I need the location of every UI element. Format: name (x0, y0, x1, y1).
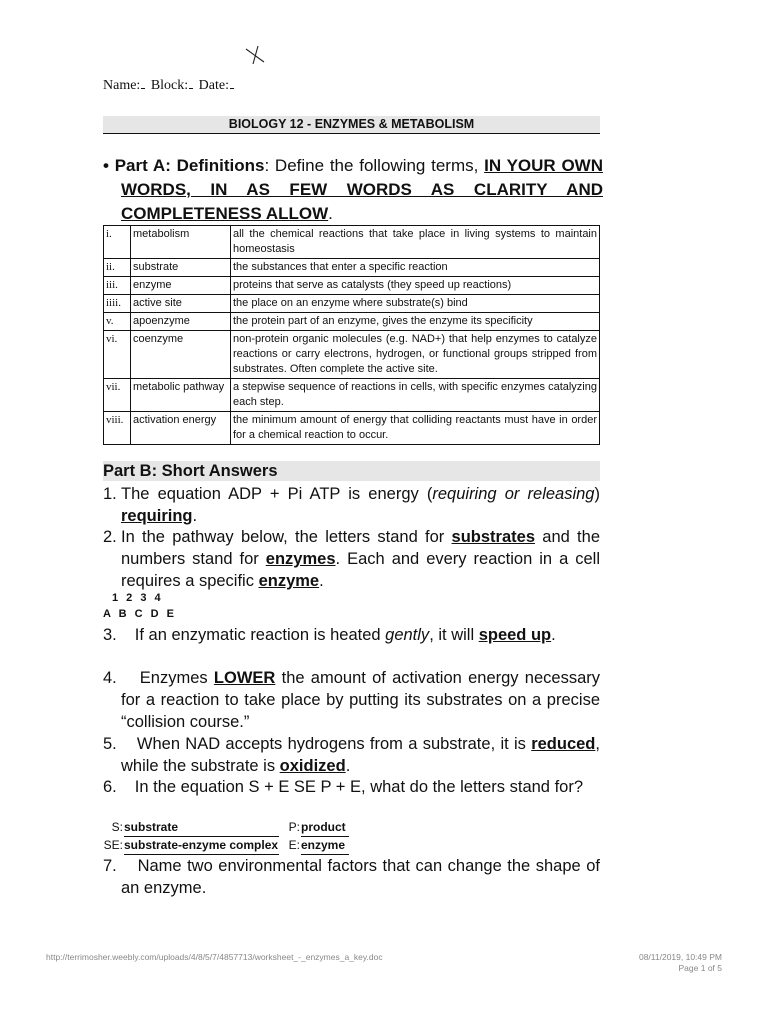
q1-options: requiring or releasing (432, 485, 595, 503)
definition-text: the protein part of an enzyme, gives the enzyme its specificity (231, 313, 600, 331)
question-3 (103, 624, 600, 646)
date-label: Date: (198, 78, 229, 93)
letter-answer: substrate (124, 818, 279, 837)
q2-answer-enzymes: enzymes (265, 550, 336, 568)
date-blank[interactable] (230, 76, 234, 89)
definition-number: vi. (104, 331, 131, 379)
q1-answer: requiring (121, 507, 193, 525)
q1-text: The equation ADP + Pi ATP is energy ( (121, 485, 433, 503)
q5-end: . (345, 757, 351, 775)
question-5 (103, 733, 600, 777)
q2-answer-enzyme: enzyme (258, 572, 320, 590)
handwritten-x-mark (244, 44, 266, 66)
q2-text-a: In the pathway below, the letters stand for (121, 528, 452, 546)
footer-url: http://terrimosher.weebly.com/uploads/4/8/5/7/4857713/worksheet_-_enzymes_a_key.doc (46, 952, 383, 962)
name-label: Name: (103, 78, 141, 93)
q3-text-b: , it will (429, 626, 479, 644)
footer-meta (639, 952, 722, 974)
definition-row (104, 259, 600, 277)
definition-text: proteins that serve as catalysts (they speed up reactions) (231, 277, 600, 295)
q3-gently: gently (385, 626, 430, 644)
question-number: 4. (103, 669, 117, 687)
definition-text: non-protein organic molecules (e.g. NAD+) that help enzymes to catalyze reactions or carry electrons, hydrogen, or functional groups stripped from substrates. Often complete the active site. (231, 331, 600, 379)
question-number: 6. (103, 778, 117, 796)
question-number: 5. (103, 735, 117, 753)
definition-term: activation energy (131, 412, 231, 445)
part-a-intro: : Define the following terms, (264, 156, 485, 175)
definition-term: metabolism (131, 226, 231, 259)
definition-text: the substances that enter a specific reaction (231, 259, 600, 277)
definition-row (104, 379, 600, 412)
q1-text-mid: ) (594, 485, 600, 503)
footer-page-number: Page 1 of 5 (678, 963, 722, 973)
definition-term: active site (131, 295, 231, 313)
definition-row (104, 331, 600, 379)
footer-datetime: 08/11/2019, 10:49 PM (638, 952, 722, 962)
definition-number: i. (104, 226, 131, 259)
q5-text-b: , while the substrate is (121, 735, 600, 775)
block-blank[interactable] (189, 76, 193, 89)
question-number: 7. (103, 857, 117, 875)
definition-number: vii. (104, 379, 131, 412)
pathway-enzyme-numbers: 1 2 3 4 (112, 592, 161, 604)
q5-text-a: When NAD accepts hydrogens from a substrate, it is (136, 735, 532, 753)
worksheet-title: BIOLOGY 12 - ENZYMES & METABOLISM (103, 116, 600, 134)
q2-end: . (319, 572, 324, 590)
definition-row (104, 412, 600, 445)
q1-end: . (192, 507, 198, 525)
part-a-end: . (328, 204, 333, 223)
student-info-line (103, 76, 236, 94)
letter-label: S: (111, 820, 123, 834)
definition-row (104, 277, 600, 295)
question-number: 1. (103, 485, 117, 503)
q2-answer-substrates: substrates (451, 528, 535, 546)
definition-row (104, 295, 600, 313)
block-label: Block: (150, 78, 189, 93)
definition-term: substrate (131, 259, 231, 277)
q6-text: In the equation S + E SE P + E, what do the letters stand for? (134, 778, 583, 796)
q4-text-a: Enzymes (139, 669, 214, 687)
definition-number: ii. (104, 259, 131, 277)
definition-number: viii. (104, 412, 131, 445)
question-number: 3. (103, 626, 117, 644)
q4-answer: LOWER (213, 669, 276, 687)
q3-answer: speed up (478, 626, 552, 644)
q2-text-b: and the numbers stand for (121, 528, 600, 568)
q3-end: . (551, 626, 556, 644)
question-6 (103, 776, 600, 798)
q2-text-c: . Each and every reaction in a cell requires a specific (121, 550, 600, 590)
q5-answer-reduced: reduced (531, 735, 596, 753)
q3-text-a: If an enzymatic reaction is heated (134, 626, 386, 644)
definition-number: iiii. (104, 295, 131, 313)
part-a-instructions (103, 154, 603, 226)
part-a-heading: Part A: Definitions (114, 156, 265, 175)
question-1 (103, 483, 600, 527)
definition-text: a stepwise sequence of reactions in cells, with specific enzymes catalyzing each step. (231, 379, 600, 412)
definition-text: the minimum amount of energy that colliding reactants must have in order for a chemical reaction to occur. (231, 412, 600, 445)
letter-label: P: (288, 820, 300, 834)
letter-answer: substrate-enzyme complex (124, 836, 279, 855)
definition-term: apoenzyme (131, 313, 231, 331)
question-2 (103, 526, 600, 592)
q4-text-b: the amount of activation energy necessary for a reaction to take place by putting its substrates on a precise “collision course.” (121, 669, 600, 731)
part-a-emphasis: IN YOUR OWN WORDS, IN AS FEW WORDS AS CLARITY AND COMPLETENESS ALLOW (121, 156, 603, 223)
definitions-table (103, 225, 600, 445)
letter-answer: product (301, 818, 349, 837)
definition-text: the place on an enzyme where substrate(s) bind (231, 295, 600, 313)
definition-term: coenzyme (131, 331, 231, 379)
definition-text: all the chemical reactions that take place in living systems to maintain homeostasis (231, 226, 600, 259)
definition-row (104, 226, 600, 259)
question-4 (103, 667, 600, 733)
definition-row (104, 313, 600, 331)
definition-term: metabolic pathway (131, 379, 231, 412)
definition-term: enzyme (131, 277, 231, 295)
question-7 (103, 855, 600, 899)
definition-number: iii. (104, 277, 131, 295)
bullet: • (103, 156, 109, 175)
pathway-substrate-letters: A B C D E (103, 608, 174, 620)
name-blank[interactable] (141, 76, 145, 89)
part-b-heading: Part B: Short Answers (103, 461, 600, 481)
letter-answer: enzyme (301, 836, 349, 855)
letter-label: E: (288, 838, 300, 852)
question-number: 2. (103, 528, 117, 546)
definition-number: v. (104, 313, 131, 331)
letter-label: SE: (103, 838, 123, 852)
q7-text: Name two environmental factors that can change the shape of an enzyme. (121, 857, 600, 897)
q5-answer-oxidized: oxidized (279, 757, 346, 775)
